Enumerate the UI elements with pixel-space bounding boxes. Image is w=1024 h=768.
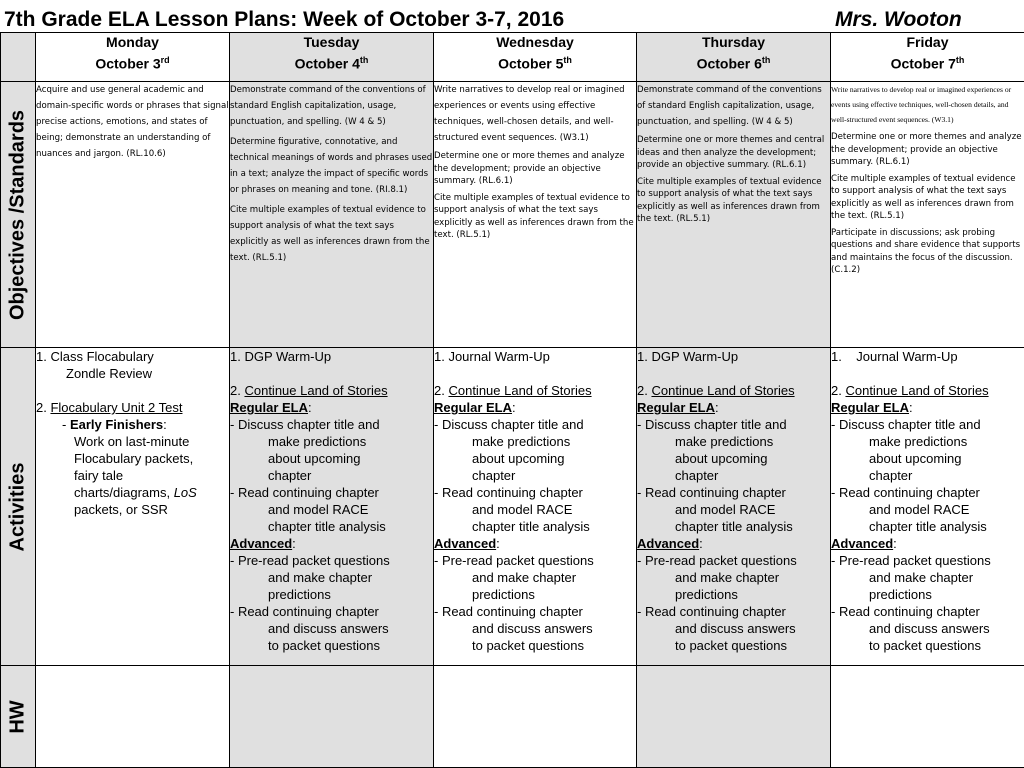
- step: make predictions: [675, 434, 774, 449]
- step: - Discuss chapter title and: [230, 417, 380, 432]
- early-finishers-text: charts/diagrams, LoS: [74, 485, 197, 500]
- objectives-friday: [831, 82, 1024, 348]
- step: make predictions: [869, 434, 968, 449]
- step: chapter title analysis: [268, 519, 386, 534]
- dash: -: [62, 417, 70, 432]
- day-name: Wednesday: [496, 34, 574, 50]
- objective-text: Determine figurative, connotative, and technical meanings of words and phrases used in a text; analyze the impact of specific words or phrases on meaning and tone. (RI.8.1): [230, 137, 433, 195]
- page-header: [4, 8, 1024, 32]
- activities-wednesday: 1. Journal Warm-Up 2. Continue Land of Stories Regular ELA: - Discuss chapter title and make predictions about upcoming chapter - Read continuing chapter and model RACE chapter title analysis Advanced: - Pre-read packet questions and make chapter predictions - Read continuing chapter and discuss answers to packet questions: [434, 348, 637, 666]
- step: - Read continuing chapter: [637, 485, 786, 500]
- corner-cell: [1, 33, 36, 82]
- step: and discuss answers: [675, 621, 796, 636]
- step: and model RACE: [472, 502, 573, 517]
- day-date: October 4: [294, 55, 360, 72]
- regular-ela-label: Regular ELA: [637, 400, 716, 415]
- step: - Read continuing chapter: [434, 604, 583, 619]
- step: predictions: [869, 587, 932, 602]
- step: - Pre-read packet questions: [831, 553, 991, 568]
- step: - Read continuing chapter: [831, 604, 980, 619]
- activities-monday: [36, 348, 230, 666]
- day-name: Thursday: [701, 34, 765, 50]
- activities-tuesday: 1. DGP Warm-Up 2. Continue Land of Stories Regular ELA: - Discuss chapter title and make predictions about upcoming chapter - Read continuing chapter and model RACE chapter title analysis Advanced: - Pre-read packet questions and make chapter predictions - Read continuing chapter and discuss answers to packet questions: [230, 348, 434, 666]
- day-name: Monday: [106, 34, 159, 50]
- early-finishers-text: Work on last-minute: [74, 434, 190, 449]
- activity-link: Continue Land of Stories: [244, 383, 388, 398]
- hw-label-cell: [1, 666, 36, 768]
- objective-text: Participate in discussions; ask probing questions and share evidence that supports and maintains the focus of the discussion. (C.1.2): [831, 227, 1021, 275]
- day-date: October 3: [95, 55, 161, 72]
- step: to packet questions: [472, 638, 585, 653]
- step: and discuss answers: [472, 621, 593, 636]
- objectives-row: [1, 82, 1024, 348]
- activity-link: Continue Land of Stories: [448, 383, 592, 398]
- hw-label: HW: [6, 699, 29, 734]
- regular-ela-label: Regular ELA: [230, 400, 309, 415]
- warmup: 1. Journal Warm-Up: [434, 349, 550, 364]
- activity-item: [36, 399, 229, 416]
- day-date-suffix: th: [761, 55, 771, 65]
- early-finishers-text: Flocabulary packets,: [74, 451, 194, 466]
- step: about upcoming: [675, 451, 768, 466]
- objectives-wednesday: [434, 82, 637, 348]
- objective-text: Write narratives to develop real or imagined experiences or events using effective techniques, well-chosen details, and well-structured event sequences. (W3.1): [831, 85, 1012, 124]
- colon: :: [163, 417, 167, 432]
- early-finishers: [36, 416, 229, 433]
- step: and model RACE: [268, 502, 369, 517]
- day-header-thursday: [637, 33, 831, 82]
- step: and model RACE: [869, 502, 970, 517]
- objective-text: Cite multiple examples of textual evidence to support analysis of what the text says explicitly as well as inferences drawn from the text. (RL.5.1): [434, 192, 634, 240]
- objectives-tuesday: [230, 82, 434, 348]
- day-header-tuesday: [230, 33, 434, 82]
- step: to packet questions: [268, 638, 381, 653]
- step: - Discuss chapter title and: [637, 417, 787, 432]
- day-date-suffix: th: [955, 55, 965, 65]
- step: make predictions: [268, 434, 367, 449]
- warmup: 1. DGP Warm-Up: [637, 349, 739, 364]
- day-date: October 5: [498, 55, 564, 72]
- activities-label: Activities: [6, 462, 29, 551]
- teacher-name: Mrs. Wooton: [835, 8, 962, 31]
- step: about upcoming: [268, 451, 361, 466]
- step: and make chapter: [869, 570, 974, 585]
- step: chapter: [268, 468, 312, 483]
- hw-row: [1, 666, 1024, 768]
- day-name: Friday: [906, 34, 949, 50]
- step: chapter: [869, 468, 913, 483]
- objectives-thursday: [637, 82, 831, 348]
- activity-item: 2. Continue Land of Stories: [434, 383, 592, 398]
- hw-wednesday: [434, 666, 637, 768]
- step: - Pre-read packet questions: [434, 553, 594, 568]
- day-header-friday: [831, 33, 1024, 82]
- hw-friday: [831, 666, 1024, 768]
- objective-text: Write narratives to develop real or imagined experiences or events using effective techniques, well-chosen details, and well-structured event sequences. (W3.1): [434, 85, 625, 143]
- advanced-label: Advanced: [831, 536, 894, 551]
- day-header-row: [1, 33, 1024, 82]
- step: predictions: [675, 587, 738, 602]
- step: and make chapter: [675, 570, 780, 585]
- step: - Pre-read packet questions: [230, 553, 390, 568]
- hw-monday: [36, 666, 230, 768]
- day-header-monday: [36, 33, 230, 82]
- advanced-label: Advanced: [637, 536, 700, 551]
- objective-text: Cite multiple examples of textual evidence to support analysis of what the text says explicitly as well as inferences drawn from the text. (RL.5.1): [637, 176, 822, 224]
- regular-ela-label: Regular ELA: [831, 400, 910, 415]
- day-date-suffix: th: [563, 55, 572, 65]
- early-finishers-label: Early Finishers: [69, 417, 164, 432]
- activity-link: Continue Land of Stories: [845, 383, 989, 398]
- objective-text: Determine one or more themes and analyze the development; provide an objective summary. (RL.6.1): [831, 132, 1022, 167]
- step: and discuss answers: [869, 621, 990, 636]
- step: - Discuss chapter title and: [831, 417, 981, 432]
- day-date: October 7: [890, 55, 956, 72]
- objective-text: Cite multiple examples of textual evidence to support analysis of what the text says explicitly as well as inferences drawn from the text. (RL.5.1): [831, 173, 1016, 221]
- objective-text: Determine one or more themes and analyze the development; provide an objective summary. (RL.6.1): [434, 151, 625, 186]
- step: chapter title analysis: [472, 519, 590, 534]
- activity-item: 2. Continue Land of Stories: [831, 383, 989, 398]
- step: chapter title analysis: [869, 519, 987, 534]
- objective-text: Determine one or more themes and central ideas and then analyze the development; provide an objective summary. (RL.6.1): [637, 135, 825, 170]
- step: - Read continuing chapter: [230, 485, 379, 500]
- step: and make chapter: [472, 570, 577, 585]
- objective-text: Cite multiple examples of textual evidence to support analysis of what the text says explicitly as well as inferences drawn from the text. (RL.5.1): [230, 205, 430, 263]
- step: - Pre-read packet questions: [637, 553, 797, 568]
- hw-tuesday: [230, 666, 434, 768]
- early-finishers-text: packets, or SSR: [74, 502, 168, 517]
- objective-text: Demonstrate command of the conventions of standard English capitalization, usage, punctuation, and spelling. (W 4 & 5): [637, 85, 822, 127]
- activities-thursday: 1. DGP Warm-Up 2. Continue Land of Stories Regular ELA: - Discuss chapter title and make predictions about upcoming chapter - Read continuing chapter and model RACE chapter title analysis Advanced: - Pre-read packet questions and make chapter predictions - Read continuing chapter and discuss answers to packet questions: [637, 348, 831, 666]
- step: chapter: [472, 468, 516, 483]
- step: chapter title analysis: [675, 519, 793, 534]
- hw-thursday: [637, 666, 831, 768]
- step: - Read continuing chapter: [434, 485, 583, 500]
- activity-item: 2. Continue Land of Stories: [230, 383, 388, 398]
- activity-link: Continue Land of Stories: [651, 383, 795, 398]
- step: - Read continuing chapter: [637, 604, 786, 619]
- step: and model RACE: [675, 502, 776, 517]
- objectives-monday: [36, 82, 230, 348]
- advanced-label: Advanced: [230, 536, 293, 551]
- early-finishers-text: fairy tale: [74, 468, 124, 483]
- objectives-label: Objectives /Standards: [6, 109, 29, 320]
- activity-item: 1. Class Flocabulary: [36, 349, 154, 364]
- page-title: 7th Grade ELA Lesson Plans: Week of October 3-7, 2016: [4, 8, 565, 31]
- lesson-plan-table: [0, 32, 1024, 768]
- activities-row: [1, 348, 1024, 666]
- step: about upcoming: [869, 451, 962, 466]
- day-date-suffix: th: [359, 55, 369, 65]
- step: make predictions: [472, 434, 571, 449]
- advanced-label: Advanced: [434, 536, 497, 551]
- day-date: October 6: [696, 55, 762, 72]
- activities-label-cell: [1, 348, 36, 666]
- step: predictions: [268, 587, 331, 602]
- step: - Discuss chapter title and: [434, 417, 584, 432]
- activity-link: Flocabulary Unit 2 Test: [50, 400, 183, 415]
- item-number: 2.: [36, 400, 51, 415]
- step: - Read continuing chapter: [230, 604, 379, 619]
- activity-item: 2. Continue Land of Stories: [637, 383, 795, 398]
- step: to packet questions: [869, 638, 982, 653]
- los-abbrev: LoS: [173, 485, 197, 500]
- step: - Read continuing chapter: [831, 485, 980, 500]
- activities-friday: 1. Journal Warm-Up 2. Continue Land of Stories Regular ELA: - Discuss chapter title and make predictions about upcoming chapter - Read continuing chapter and model RACE chapter title analysis Advanced: - Pre-read packet questions and make chapter predictions - Read continuing chapter and discuss answers to packet questions: [831, 348, 1024, 666]
- objectives-label-cell: [1, 82, 36, 348]
- step: and discuss answers: [268, 621, 389, 636]
- day-header-wednesday: [434, 33, 637, 82]
- step: and make chapter: [268, 570, 373, 585]
- day-name: Tuesday: [303, 34, 360, 50]
- regular-ela-label: Regular ELA: [434, 400, 513, 415]
- warmup: 1. Journal Warm-Up: [831, 349, 958, 364]
- day-date-suffix: rd: [160, 55, 170, 65]
- warmup: 1. DGP Warm-Up: [230, 349, 332, 364]
- step: about upcoming: [472, 451, 565, 466]
- objective-text: Demonstrate command of the conventions of standard English capitalization, usage, punctuation, and spelling. (W 4 & 5): [230, 85, 426, 127]
- activity-subitem: Zondle Review: [66, 366, 152, 381]
- step: predictions: [472, 587, 535, 602]
- step: chapter: [675, 468, 719, 483]
- step: to packet questions: [675, 638, 788, 653]
- objective-text: Acquire and use general academic and domain-specific words or phrases that signal precise actions, emotions, and states of being; demonstrate an understanding of nuances and jargon. (RL.10.6): [36, 85, 229, 159]
